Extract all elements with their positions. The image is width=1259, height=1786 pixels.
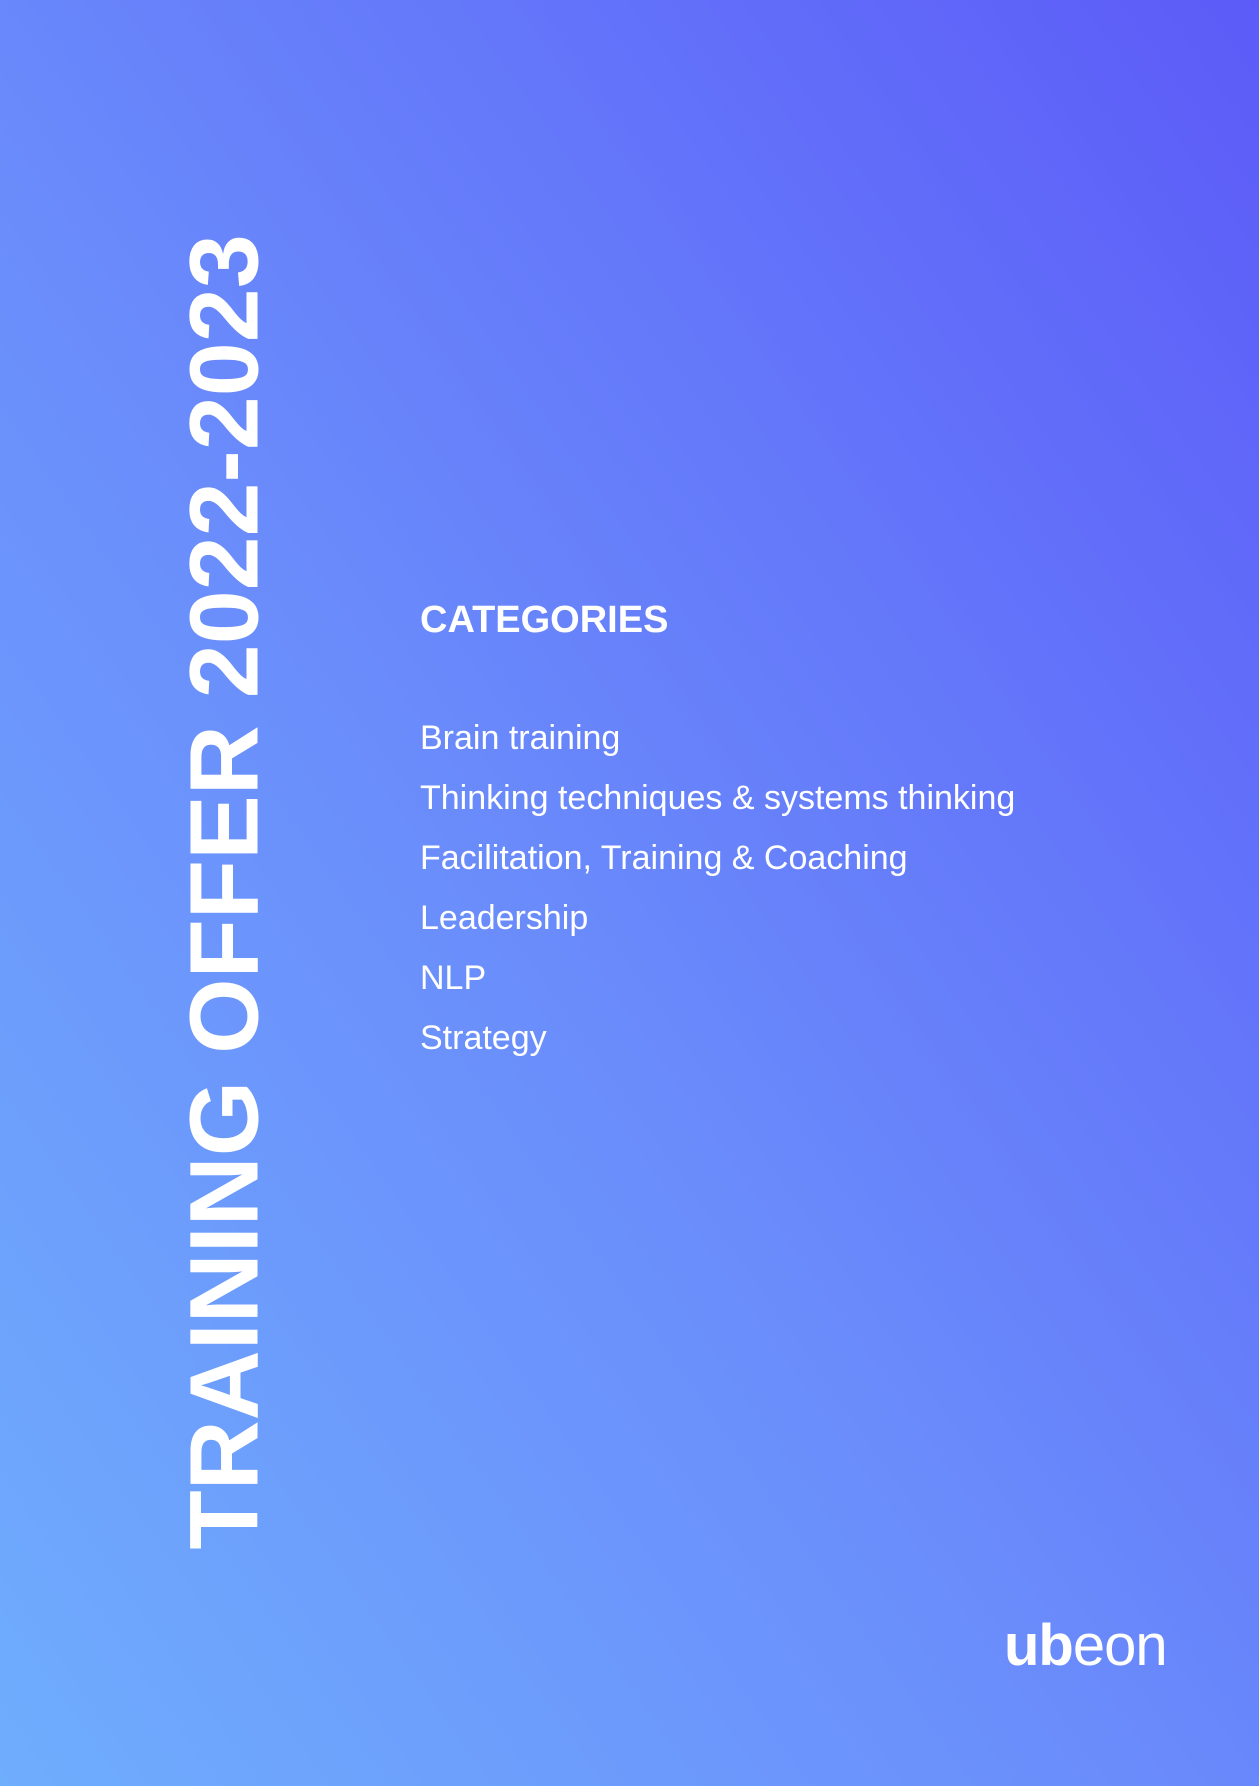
cover-title: TRAINING OFFER 2022-2023	[169, 234, 279, 1550]
categories-heading: CATEGORIES	[420, 599, 669, 641]
logo-light-part: eon	[1072, 1613, 1167, 1678]
category-item-leadership: Leadership	[420, 899, 589, 937]
category-item-thinking-techniques: Thinking techniques & systems thinking	[420, 779, 1016, 817]
category-item-nlp: NLP	[420, 959, 487, 997]
vertical-title-container	[169, 234, 279, 1550]
brand-logo	[1004, 1613, 1167, 1678]
categories-section	[420, 597, 1120, 1068]
categories-list	[420, 708, 1120, 1068]
category-item-strategy: Strategy	[420, 1019, 547, 1057]
logo-bold-part: ub	[1004, 1613, 1073, 1678]
category-item-brain-training: Brain training	[420, 719, 621, 757]
category-item-facilitation: Facilitation, Training & Coaching	[420, 839, 908, 877]
